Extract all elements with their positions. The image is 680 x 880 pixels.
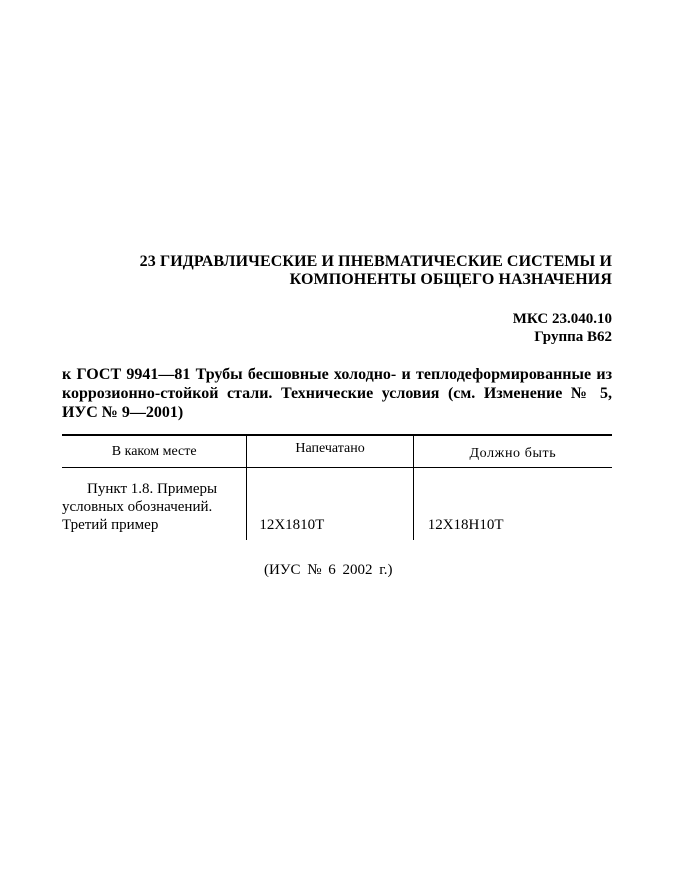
gost-title-line2: коррозионно-стойкой стали. Технические условия (см. Изменение № 5,: [62, 385, 612, 402]
mks-code: МКС 23.040.10: [512, 311, 612, 327]
source-note: (ИУС № 6 2002 г.): [264, 562, 393, 578]
header-should-be: [413, 435, 612, 468]
gost-title-line3: ИУС № 9—2001): [62, 404, 184, 421]
gost-title: [62, 365, 612, 422]
section-heading-line2: КОМПОНЕНТЫ ОБЩЕГО НАЗНАЧЕНИЯ: [289, 271, 612, 288]
group-code: Группа В62: [534, 329, 612, 345]
section-heading-line1: 23 ГИДРАВЛИЧЕСКИЕ И ПНЕВМАТИЧЕСКИЕ СИСТЕМЫ И: [139, 253, 612, 270]
classification-block: [513, 310, 612, 346]
amendment-table: [62, 434, 612, 540]
place-line2: условных обозначений.: [62, 499, 213, 515]
place-line3: Третий пример: [62, 517, 159, 533]
header-printed: [247, 435, 413, 468]
cell-place: [62, 468, 247, 541]
cell-should-be: 12Х18Н10Т: [413, 468, 612, 541]
place-line1: Пункт 1.8. Примеры: [87, 481, 218, 497]
header-place-label: В каком месте: [111, 443, 197, 459]
header-should-be-label: Должно быть: [469, 445, 557, 461]
section-heading: [62, 253, 612, 289]
cell-printed: 12Х1810Т: [247, 468, 413, 541]
header-printed-label: Напечатано: [295, 440, 365, 456]
table-header-row: [62, 435, 612, 468]
table-row: [62, 468, 612, 541]
gost-title-line1: к ГОСТ 9941—81 Трубы бесшовные холодно- и теплодеформированные из: [62, 366, 612, 383]
header-place: [62, 435, 247, 468]
